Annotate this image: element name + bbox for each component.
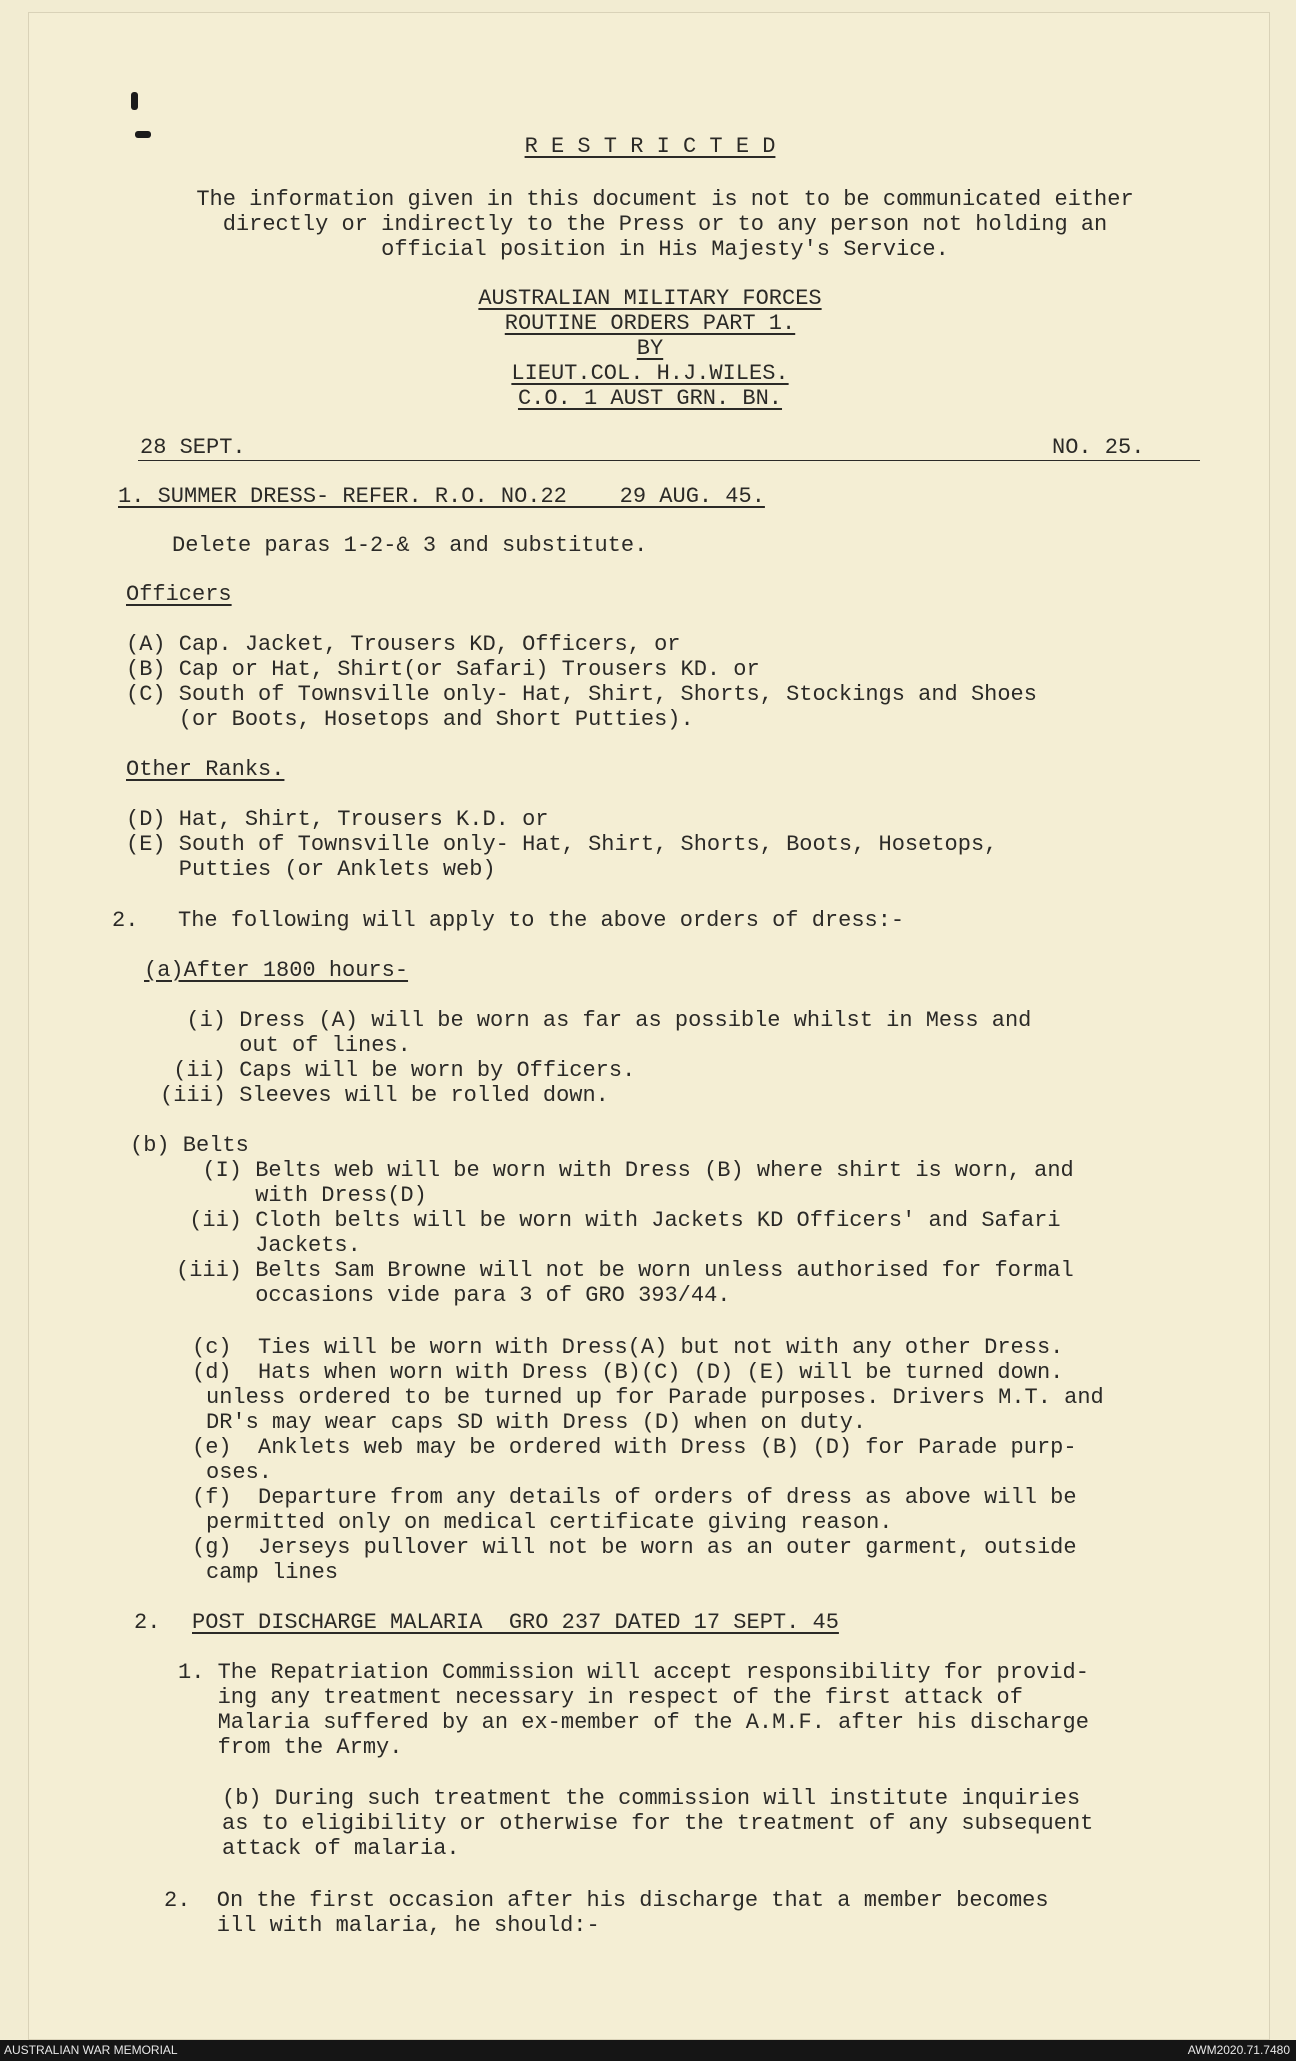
after-1800-item: (iii) Sleeves will be rolled down. [160, 1083, 609, 1108]
section-1-intro: Delete paras 1-2-& 3 and substitute. [172, 533, 648, 558]
archive-name: AUSTRALIAN WAR MEMORIAL [4, 2043, 178, 2057]
after-1800-heading: (a)After 1800 hours- [144, 958, 409, 983]
belts-item: (I) Belts web will be worn with Dress (B) where shirt is worn, and [176, 1158, 1074, 1183]
officers-item: (A) Cap. Jacket, Trousers KD, Officers, or [126, 632, 681, 657]
notice-line-2: directly or indirectly to the Press or to any person not holding an [222, 212, 1108, 237]
section-2-para-2: ill with malaria, he should:- [164, 1913, 600, 1938]
section-2-para-1b: (b) During such treatment the commission will institute inquiries [222, 1786, 1081, 1811]
section-2-number: 2. [134, 1610, 161, 1635]
other-ranks-heading: Other Ranks. [126, 757, 285, 782]
dress-rule-item: (f) Departure from any details of orders of dress as above will be [192, 1485, 1077, 1510]
belts-item: occasions vide para 3 of GRO 393/44. [176, 1283, 731, 1308]
notice-line-3: official position in His Majesty's Service. [381, 237, 949, 262]
section-2-para-1: Malaria suffered by an ex-member of the A.M.F. after his discharge [178, 1710, 1089, 1735]
classification-heading: R E S T R I C T E D [524, 134, 776, 159]
after-1800-item: out of lines. [160, 1033, 411, 1058]
belts-item: with Dress(D) [176, 1183, 427, 1208]
title-line-3: BY [636, 336, 664, 361]
dress-rule-item: unless ordered to be turned up for Parade purposes. Drivers M.T. and [206, 1385, 1104, 1410]
dress-rule-item: camp lines [206, 1560, 339, 1585]
officers-item: (C) South of Townsville only- Hat, Shirt, Shorts, Stockings and Shoes [126, 682, 1037, 707]
punch-mark [131, 92, 138, 110]
section-2-heading: POST DISCHARGE MALARIA GRO 237 DATED 17 SEPT. 45 [192, 1610, 839, 1635]
dress-rule-item: (c) Ties will be worn with Dress(A) but not with any other Dress. [192, 1335, 1064, 1360]
belts-heading: (b) Belts [130, 1133, 249, 1158]
title-line-2: ROUTINE ORDERS PART 1. [504, 311, 796, 336]
paragraph-2: 2. The following will apply to the above orders of dress:- [112, 908, 905, 933]
section-2-para-1b: as to eligibility or otherwise for the treatment of any subsequent [222, 1811, 1094, 1836]
order-date: 28 SEPT. [140, 435, 246, 460]
officers-item: (B) Cap or Hat, Shirt(or Safari) Trousers KD. or [126, 657, 760, 682]
title-line-5: C.O. 1 AUST GRN. BN. [517, 386, 783, 411]
section-2-para-1b: attack of malaria. [222, 1836, 460, 1861]
other-ranks-item: (E) South of Townsville only- Hat, Shirt, Shorts, Boots, Hosetops, [126, 832, 998, 857]
officers-item: (or Boots, Hosetops and Short Putties). [126, 707, 694, 732]
archive-reference: AWM2020.71.7480 [1187, 2043, 1290, 2057]
section-2-para-2: 2. On the first occasion after his discharge that a member becomes [164, 1888, 1049, 1913]
dress-rule-item: (g) Jerseys pullover will not be worn as an outer garment, outside [192, 1535, 1077, 1560]
dress-rule-item: (e) Anklets web may be ordered with Dress (B) (D) for Parade purp- [192, 1435, 1077, 1460]
section-2-para-1: from the Army. [178, 1735, 403, 1760]
title-line-1: AUSTRALIAN MILITARY FORCES [478, 286, 822, 311]
archive-footer [0, 2040, 1296, 2061]
dress-rule-item: permitted only on medical certificate giving reason. [206, 1510, 893, 1535]
after-1800-item: (ii) Caps will be worn by Officers. [160, 1058, 636, 1083]
notice-line-1: The information given in this document is not to be communicated either [196, 187, 1134, 212]
dress-rule-item: DR's may wear caps SD with Dress (D) when on duty. [206, 1410, 867, 1435]
officers-heading: Officers [126, 582, 232, 607]
order-number: NO. 25. [1052, 435, 1145, 460]
section-2-para-1: 1. The Repatriation Commission will accept responsibility for provid- [178, 1660, 1089, 1685]
belts-item: (ii) Cloth belts will be worn with Jackets KD Officers' and Safari [176, 1208, 1061, 1233]
section-1-heading: 1. SUMMER DRESS- REFER. R.O. NO.22 29 AUG. 45. [118, 484, 765, 509]
other-ranks-item: (D) Hat, Shirt, Trousers K.D. or [126, 807, 549, 832]
punch-mark [135, 131, 151, 138]
header-rule [138, 460, 1200, 461]
dress-rule-item: oses. [206, 1460, 273, 1485]
dress-rule-item: (d) Hats when worn with Dress (B)(C) (D) (E) will be turned down. [192, 1360, 1064, 1385]
after-1800-item: (i) Dress (A) will be worn as far as possible whilst in Mess and [160, 1008, 1032, 1033]
belts-item: (iii) Belts Sam Browne will not be worn unless authorised for formal [176, 1258, 1074, 1283]
belts-item: Jackets. [176, 1233, 361, 1258]
other-ranks-item: Putties (or Anklets web) [126, 857, 496, 882]
title-line-4: LIEUT.COL. H.J.WILES. [511, 361, 789, 386]
section-2-para-1: ing any treatment necessary in respect of the first attack of [178, 1685, 1023, 1710]
